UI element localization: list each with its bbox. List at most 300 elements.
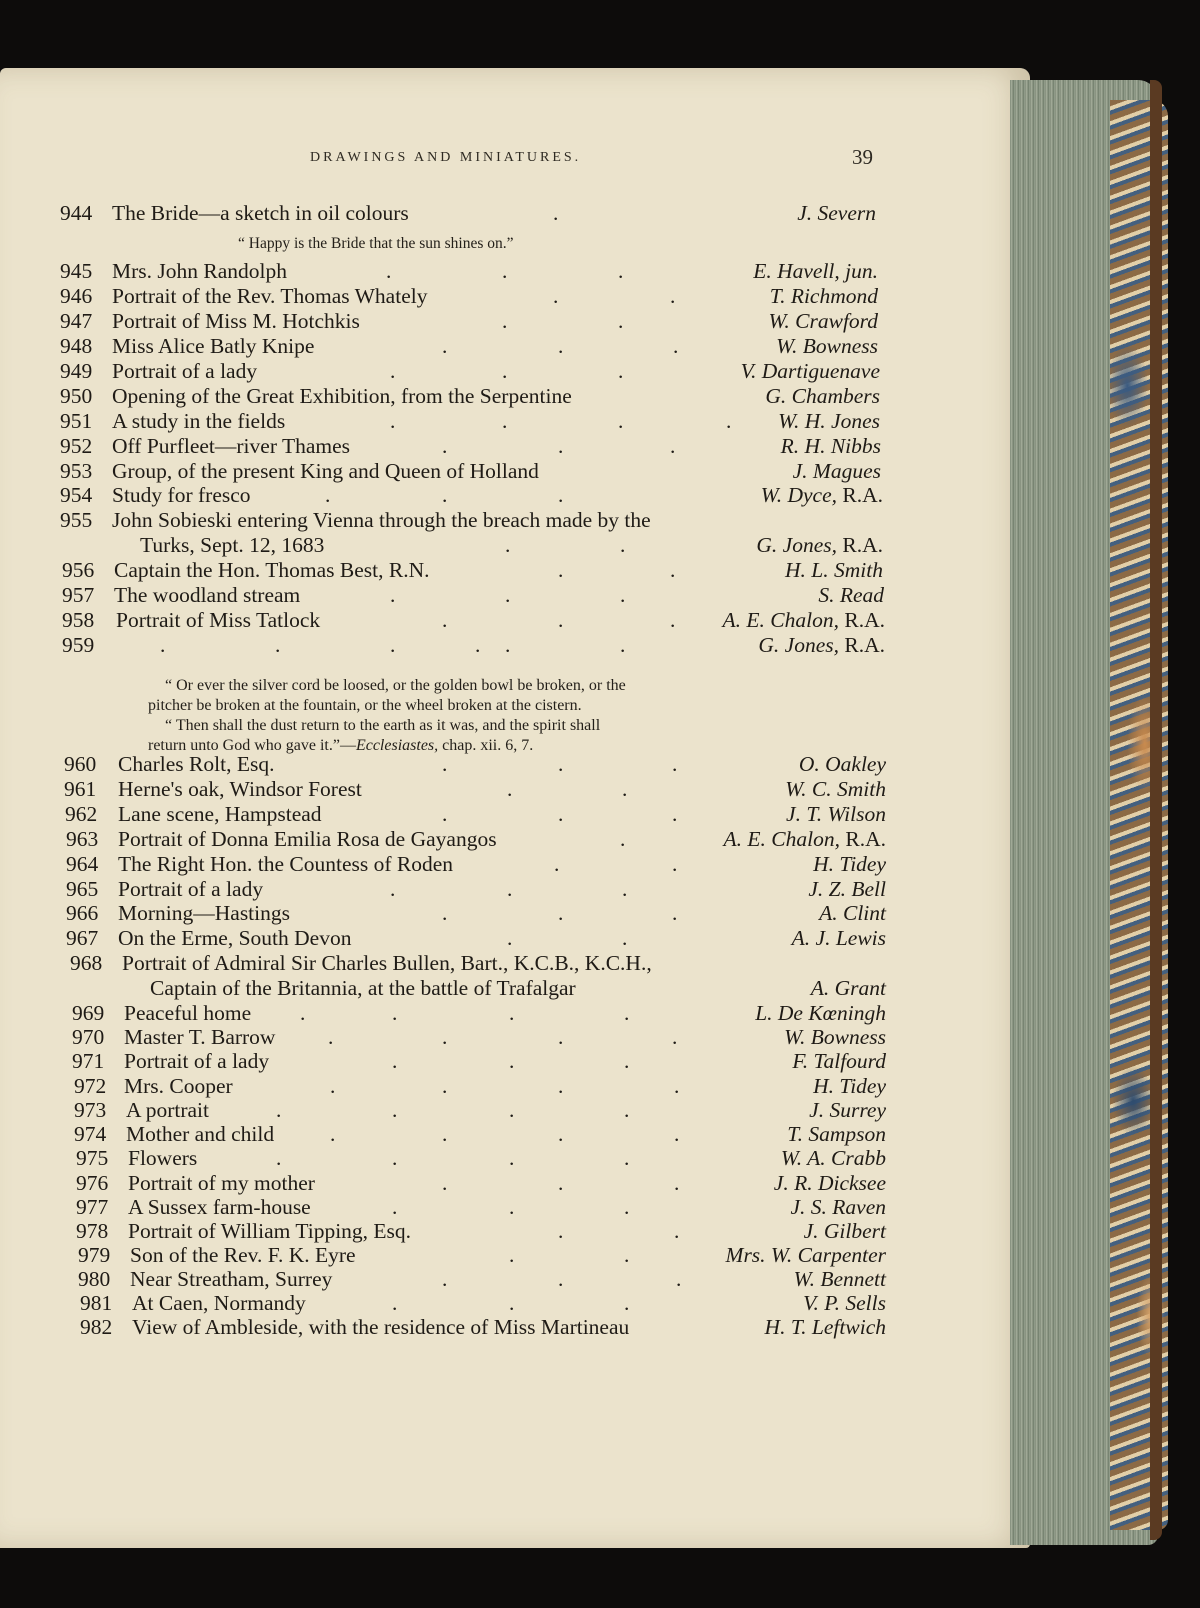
entry-artist <box>804 1218 886 1244</box>
artist-name: W. Bowness <box>776 334 878 358</box>
entry-title: Mrs. Cooper <box>124 1074 233 1098</box>
entry-title: A Sussex farm-house <box>128 1195 311 1219</box>
entry-title: Portrait of my mother <box>128 1171 315 1195</box>
entry-title: Portrait of a lady <box>124 1049 270 1073</box>
entry-number: 958 <box>62 608 95 632</box>
artist-name: E. Havell, jun. <box>753 259 878 283</box>
entry-artist <box>792 925 886 951</box>
leader-dot: . <box>674 1219 680 1243</box>
entry-artist <box>761 482 883 508</box>
catalogue-entry <box>60 258 878 284</box>
artist-name: G. Chambers <box>765 384 880 408</box>
entry-number: 966 <box>66 901 99 925</box>
quote-959-line3: “ Then shall the dust return to the earth as it was, and the spirit shall <box>165 717 601 734</box>
leader-dot: . <box>507 877 513 901</box>
leader-dot: . <box>390 409 396 433</box>
entry-title: Portrait of Miss Tatlock <box>116 608 321 632</box>
catalogue-entry <box>76 1218 886 1244</box>
catalogue-entry <box>62 557 883 583</box>
quote-source: Ecclesiastes, <box>355 737 439 754</box>
entry-number: 952 <box>60 434 93 458</box>
entry-title: John Sobieski entering Vienna through the breach made by the <box>112 508 651 532</box>
leader-dot: . <box>442 334 448 358</box>
catalogue-entry <box>66 876 886 902</box>
entry-title: Master T. Barrow <box>124 1025 276 1049</box>
leader-dot: . <box>558 752 564 776</box>
entry-number: 970 <box>72 1025 105 1049</box>
leader-dot: . <box>672 901 678 925</box>
entry-title: View of Ambleside, with the residence of Miss Martineau <box>132 1315 630 1339</box>
leader-dot: . <box>390 633 396 657</box>
entry-number: 953 <box>60 459 93 483</box>
leader-dot: . <box>670 558 676 582</box>
entry-title: Flowers <box>128 1146 198 1170</box>
entry-number: 945 <box>60 259 93 283</box>
leader-dot: . <box>330 1122 336 1146</box>
leader-dot: . <box>673 334 679 358</box>
leader-dot: . <box>674 1074 680 1098</box>
leader-dot: . <box>620 533 626 557</box>
catalogue-entry <box>62 632 885 658</box>
leader-dot: . <box>624 1001 630 1025</box>
entry-artist <box>741 358 880 384</box>
leader-dot: . <box>620 827 626 851</box>
leader-dot: . <box>672 752 678 776</box>
entry-number: 944 <box>60 201 93 225</box>
entry-number: 957 <box>62 583 95 607</box>
catalogue-entry <box>72 1048 886 1074</box>
entry-number: 978 <box>76 1219 109 1243</box>
leader-dot: . <box>618 409 624 433</box>
leader-dot: . <box>558 1171 564 1195</box>
leader-dot: . <box>674 1171 680 1195</box>
leader-dot: . <box>392 1195 398 1219</box>
leader-dot: . <box>624 1195 630 1219</box>
leader-dot: . <box>618 309 624 333</box>
leader-dot: . <box>392 1098 398 1122</box>
catalogue-entry <box>70 950 886 976</box>
entry-title: Turks, Sept. 12, 1683 <box>140 533 325 557</box>
leader-dot: . <box>502 409 508 433</box>
quote-959-line4 <box>148 736 533 756</box>
entry-title: Morning—Hastings <box>118 901 290 925</box>
leader-dot: . <box>558 1219 564 1243</box>
artist-name: A. J. Lewis <box>791 926 886 950</box>
artist-name: H. L. Smith <box>785 558 883 582</box>
artist-name: W. C. Smith <box>785 777 886 801</box>
artist-name: R. H. Nibbs <box>780 434 881 458</box>
entry-artist <box>758 632 885 658</box>
entry-number: 972 <box>74 1074 107 1098</box>
leader-dot: . <box>442 1122 448 1146</box>
entry-title: Portrait of a lady <box>118 877 264 901</box>
book-cover-edge <box>1150 80 1162 1540</box>
entry-title: On the Erme, South Devon <box>118 926 352 950</box>
entry-number: 975 <box>76 1146 109 1170</box>
artist-name: W. A. Crabb <box>780 1146 886 1170</box>
catalogue-entry <box>62 582 884 608</box>
entry-title: Group, of the present King and Queen of Holland <box>112 459 539 483</box>
catalogue-entry <box>66 826 886 852</box>
leader-dot: . <box>442 901 448 925</box>
catalogue-entry <box>74 1121 886 1147</box>
entry-title: Lane scene, Hampstead <box>118 802 322 826</box>
leader-dot: . <box>558 434 564 458</box>
entry-title: Captain of the Britannia, at the battle of Trafalgar <box>150 976 576 1000</box>
entry-number: 962 <box>65 802 98 826</box>
leader-dot: . <box>670 608 676 632</box>
catalogue-entry <box>74 1073 886 1099</box>
artist-honorific: R.A. <box>842 483 883 507</box>
entry-artist <box>813 1073 886 1099</box>
leader-dot: . <box>553 284 559 308</box>
entry-artist <box>785 557 883 583</box>
artist-name: O. Oakley <box>798 752 886 776</box>
leader-dot: . <box>502 259 508 283</box>
leader-dot: . <box>558 1074 564 1098</box>
leader-dot: . <box>507 777 513 801</box>
leader-dot: . <box>509 1243 515 1267</box>
leader-dot: . <box>386 259 392 283</box>
entry-artist <box>765 383 880 409</box>
leader-dot: . <box>392 1146 398 1170</box>
leader-dot: . <box>475 633 481 657</box>
entry-number: 982 <box>80 1315 113 1339</box>
catalogue-entry <box>70 975 886 1001</box>
entry-artist <box>768 308 878 334</box>
leader-dot: . <box>672 852 678 876</box>
entry-title: Portrait of a lady <box>112 359 258 383</box>
leader-dot: . <box>672 1025 678 1049</box>
leader-dot: . <box>726 409 732 433</box>
entry-artist <box>724 826 886 852</box>
leader-dot: . <box>392 1049 398 1073</box>
leader-dot: . <box>330 1074 336 1098</box>
entry-title: Portrait of William Tipping, Esq. <box>128 1219 412 1243</box>
catalogue-entry <box>72 1024 886 1050</box>
page-number: 39 <box>852 145 873 169</box>
entry-number: 977 <box>76 1195 109 1219</box>
artist-name: V. P. Sells <box>803 1291 886 1315</box>
quote-944: “ Happy is the Bride that the sun shines on.” <box>238 235 514 252</box>
quote-959-line2: pitcher be broken at the fountain, or the wheel broken at the cistern. <box>148 697 582 714</box>
leader-dot: . <box>622 777 628 801</box>
catalogue-entry <box>60 358 880 384</box>
leader-dot: . <box>558 901 564 925</box>
entry-artist <box>792 1048 886 1074</box>
entry-number: 965 <box>66 877 99 901</box>
entry-number: 951 <box>60 409 93 433</box>
entry-artist <box>818 582 884 608</box>
entry-number: 976 <box>76 1171 109 1195</box>
leader-dot: . <box>670 284 676 308</box>
entry-number: 979 <box>78 1243 111 1267</box>
entry-number: 969 <box>72 1001 105 1025</box>
artist-name: J. Surrey <box>809 1098 886 1122</box>
artist-name: Mrs. W. Carpenter <box>725 1243 886 1267</box>
leader-dot: . <box>558 334 564 358</box>
entry-title: Off Purfleet—river Thames <box>112 434 351 458</box>
catalogue-entry <box>60 200 876 226</box>
entry-number: 949 <box>60 359 93 383</box>
entry-number: 955 <box>60 508 93 532</box>
entry-title: Captain the Hon. Thomas Best, R.N. <box>114 558 430 582</box>
leader-dot: . <box>509 1001 515 1025</box>
leader-dot: . <box>390 359 396 383</box>
entry-title: Opening of the Great Exhibition, from the Serpentine <box>112 384 572 408</box>
entry-artist <box>803 1290 886 1316</box>
catalogue-entry <box>76 1170 886 1196</box>
entry-artist <box>756 532 883 558</box>
artist-name: G. Jones, <box>758 633 839 657</box>
leader-dot: . <box>442 483 448 507</box>
entry-title: Portrait of the Rev. Thomas Whately <box>112 284 428 308</box>
leader-dot: . <box>624 1291 630 1315</box>
quote-text: return unto God who gave it.”— <box>148 737 356 754</box>
artist-name: L. De Kœningh <box>755 1001 886 1025</box>
entry-title: The Right Hon. the Countess of Roden <box>118 852 454 876</box>
leader-dot: . <box>554 852 560 876</box>
artist-name: F. Talfourd <box>792 1049 886 1073</box>
quote-959-line1: “ Or ever the silver cord be loosed, or the golden bowl be broken, or the <box>165 677 626 694</box>
artist-name: T. Richmond <box>769 284 878 308</box>
entry-artist <box>770 283 878 309</box>
leader-dot: . <box>325 483 331 507</box>
artist-name: W. H. Jones <box>778 409 880 433</box>
artist-name: A. Clint <box>819 901 886 925</box>
leader-dot: . <box>558 1267 564 1291</box>
entry-artist <box>723 607 885 633</box>
entry-number: 947 <box>60 309 93 333</box>
entry-artist <box>809 1097 886 1123</box>
artist-name: J. Magues <box>792 459 881 483</box>
leader-dot: . <box>509 1049 515 1073</box>
leader-dot: . <box>558 483 564 507</box>
catalogue-entry <box>66 925 886 951</box>
leader-dot: . <box>674 1122 680 1146</box>
leader-dot: . <box>558 608 564 632</box>
leader-dot: . <box>505 633 511 657</box>
artist-honorific: R.A. <box>844 608 885 632</box>
entry-title: The woodland stream <box>114 583 301 607</box>
leader-dot: . <box>328 1025 334 1049</box>
leader-dot: . <box>624 1098 630 1122</box>
artist-name: W. Bennett <box>793 1267 886 1291</box>
leader-dot: . <box>442 608 448 632</box>
entry-title: The Bride—a sketch in oil colours <box>112 201 409 225</box>
artist-name: J. T. Wilson <box>786 802 886 826</box>
artist-name: W. Bowness <box>784 1025 886 1049</box>
entry-artist <box>787 1121 886 1147</box>
entry-artist <box>819 900 886 926</box>
entry-title: Portrait of Miss M. Hotchkis <box>112 309 360 333</box>
catalogue-entry <box>74 1097 886 1123</box>
leader-dot: . <box>160 633 166 657</box>
catalogue-entry <box>78 1266 886 1292</box>
leader-dot: . <box>442 1074 448 1098</box>
artist-name: J. Severn <box>797 201 876 225</box>
leader-dot: . <box>502 359 508 383</box>
entry-number: 974 <box>74 1122 107 1146</box>
leader-dot: . <box>392 1001 398 1025</box>
entry-title: Herne's oak, Windsor Forest <box>118 777 362 801</box>
entry-artist <box>784 1024 886 1050</box>
catalogue-entry <box>60 308 878 334</box>
catalogue-entry <box>62 607 885 633</box>
entry-artist <box>813 851 886 877</box>
artist-honorific: R.A. <box>842 533 883 557</box>
artist-honorific: R.A. <box>844 633 885 657</box>
leader-dot: . <box>558 1025 564 1049</box>
leader-dot: . <box>442 1025 448 1049</box>
catalogue-entry <box>66 851 886 877</box>
entry-artist <box>765 1314 886 1340</box>
catalogue-entry <box>72 1000 886 1026</box>
catalogue-entry <box>76 1194 886 1220</box>
entry-title: Near Streatham, Surrey <box>130 1267 333 1291</box>
catalogue-entry <box>60 283 878 309</box>
leader-dot: . <box>390 877 396 901</box>
leader-dot: . <box>442 752 448 776</box>
leader-dot: . <box>509 1195 515 1219</box>
entry-number: 960 <box>64 752 97 776</box>
entry-number: 973 <box>74 1098 107 1122</box>
leader-dot: . <box>442 1267 448 1291</box>
entry-number: 964 <box>66 852 99 876</box>
leader-dot: . <box>558 802 564 826</box>
artist-name: H. T. Leftwich <box>764 1315 886 1339</box>
leader-dot: . <box>276 1098 282 1122</box>
catalogue-entry <box>76 1145 886 1171</box>
leader-dot: . <box>442 434 448 458</box>
entry-title: Portrait of Donna Emilia Rosa de Gayangos <box>118 827 497 851</box>
entry-artist <box>726 1242 886 1268</box>
leader-dot: . <box>670 434 676 458</box>
entry-title: Mother and child <box>126 1122 275 1146</box>
entry-artist <box>799 751 886 777</box>
entry-artist <box>797 200 876 226</box>
leader-dot: . <box>505 583 511 607</box>
entry-artist <box>753 258 878 284</box>
leader-dot: . <box>509 1098 515 1122</box>
entry-artist <box>793 458 881 484</box>
entry-artist <box>774 1170 886 1196</box>
artist-name: A. E. Chalon, <box>722 608 839 632</box>
catalogue-entry <box>60 482 883 508</box>
leader-dot: . <box>622 926 628 950</box>
entry-title: Miss Alice Batly Knipe <box>112 334 315 358</box>
entry-artist <box>811 975 886 1001</box>
artist-name: H. Tidey <box>813 1074 886 1098</box>
leader-dot: . <box>276 1146 282 1170</box>
artist-name: J. Z. Bell <box>808 877 886 901</box>
catalogue-entry <box>80 1290 886 1316</box>
artist-name: H. Tidey <box>813 852 886 876</box>
catalogue-entry <box>78 1242 886 1268</box>
entry-number: 980 <box>78 1267 111 1291</box>
entry-artist <box>808 876 886 902</box>
entry-artist <box>781 433 881 459</box>
leader-dot: . <box>620 633 626 657</box>
entry-artist <box>786 801 886 827</box>
artist-name: V. Dartiguenave <box>740 359 880 383</box>
entry-artist <box>781 1145 886 1171</box>
leader-dot: . <box>502 309 508 333</box>
leader-dot: . <box>442 802 448 826</box>
entry-number: 954 <box>60 483 93 507</box>
catalogue-entry <box>66 900 886 926</box>
leader-dot: . <box>553 201 559 225</box>
leader-dot: . <box>509 1146 515 1170</box>
entry-number: 963 <box>66 827 99 851</box>
catalogue-entry <box>60 408 880 434</box>
leader-dot: . <box>622 877 628 901</box>
artist-name: A. E. Chalon, <box>723 827 840 851</box>
leader-dot: . <box>275 633 281 657</box>
leader-dot: . <box>618 359 624 383</box>
artist-name: A. Grant <box>810 976 886 1000</box>
entry-title: A portrait <box>126 1098 209 1122</box>
entry-title: Son of the Rev. F. K. Eyre <box>130 1243 356 1267</box>
entry-title: Charles Rolt, Esq. <box>118 752 275 776</box>
catalogue-entry <box>60 383 880 409</box>
entry-number: 961 <box>64 777 97 801</box>
entry-number: 968 <box>70 951 103 975</box>
entry-number: 971 <box>72 1049 105 1073</box>
catalogue-entry <box>60 507 883 533</box>
entry-number: 959 <box>62 633 95 657</box>
leader-dot: . <box>442 1171 448 1195</box>
artist-name: J. S. Raven <box>790 1195 886 1219</box>
entry-number: 981 <box>80 1291 113 1315</box>
leader-dot: . <box>620 583 626 607</box>
catalogue-entry <box>64 776 886 802</box>
artist-name: J. R. Dicksee <box>773 1171 886 1195</box>
leader-dot: . <box>618 259 624 283</box>
entry-artist <box>755 1000 886 1026</box>
entry-artist <box>785 776 886 802</box>
leader-dot: . <box>509 1291 515 1315</box>
entry-title: A study in the fields <box>112 409 286 433</box>
section-title: DRAWINGS AND MINIATURES. <box>310 150 582 165</box>
entry-number: 967 <box>66 926 99 950</box>
catalogue-entry <box>60 333 878 359</box>
artist-name: W. Crawford <box>768 309 878 333</box>
entry-number: 948 <box>60 334 93 358</box>
quote-reference: chap. xii. 6, 7. <box>438 737 534 754</box>
entry-number: 956 <box>62 558 95 582</box>
entry-artist <box>778 408 880 434</box>
artist-name: S. Read <box>818 583 884 607</box>
artist-name: T. Sampson <box>787 1122 886 1146</box>
entry-artist <box>776 333 878 359</box>
artist-name: J. Gilbert <box>803 1219 886 1243</box>
catalogue-entry <box>60 532 883 558</box>
leader-dot: . <box>676 1267 682 1291</box>
leader-dot: . <box>505 533 511 557</box>
entry-title: Study for fresco <box>112 483 251 507</box>
leader-dot: . <box>390 583 396 607</box>
artist-name: G. Jones, <box>756 533 837 557</box>
leader-dot: . <box>300 1001 306 1025</box>
catalogue-entry <box>80 1314 886 1340</box>
catalogue-entry <box>60 458 881 484</box>
entry-number: 946 <box>60 284 93 308</box>
entry-artist <box>790 1194 886 1220</box>
artist-name: W. Dyce, <box>760 483 837 507</box>
leader-dot: . <box>507 926 513 950</box>
entry-title: Portrait of Admiral Sir Charles Bullen, Bart., K.C.B., K.C.H., <box>122 951 652 975</box>
